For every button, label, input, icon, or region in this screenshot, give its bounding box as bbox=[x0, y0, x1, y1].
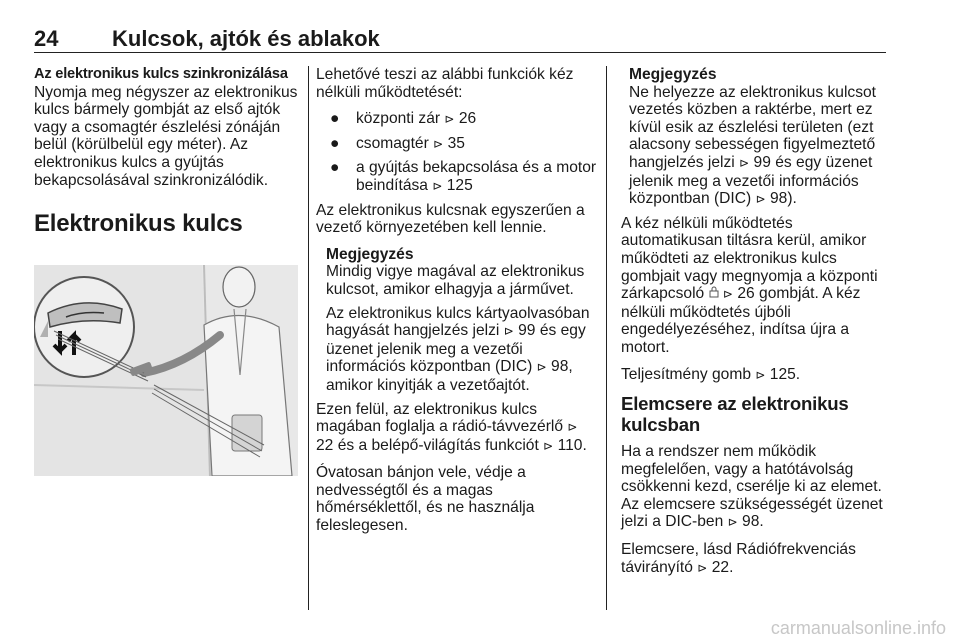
bullet: ● bbox=[330, 159, 340, 177]
reference-arrow-icon: ⊳ bbox=[755, 367, 766, 382]
reference-arrow-icon: ⊳ bbox=[727, 515, 738, 530]
function-list bbox=[316, 110, 598, 195]
page-number: 24 bbox=[34, 26, 59, 51]
note-title: Megjegyzés bbox=[629, 66, 717, 83]
bullet: ● bbox=[330, 110, 340, 128]
battery-heading: Elemcsere az elektronikus kulcsban bbox=[621, 393, 849, 436]
page-reference[interactable]: 22 bbox=[711, 558, 730, 576]
column-1 bbox=[34, 66, 300, 239]
environment-paragraph: Az elektronikus kulcsnak egyszerűen a vezető környezetében kell lennie. bbox=[316, 201, 585, 237]
note-box bbox=[621, 66, 891, 209]
page-reference[interactable]: 22 bbox=[316, 436, 334, 454]
sync-paragraph: Nyomja meg négyszer az elektronikus kulcs bármely gombját az első ajtók vagy a csomagtér észlelési zónáján belül (körülbelül egy méter). Az elektronikus kulcs a gyújtás bekapcsolásával szinkronizálódik. bbox=[34, 83, 298, 189]
electronic-key-illustration bbox=[34, 265, 298, 476]
reference-arrow-icon: ⊳ bbox=[697, 560, 708, 575]
reference-arrow-icon: ⊳ bbox=[567, 420, 578, 435]
page-reference[interactable]: 125 bbox=[446, 176, 473, 194]
remote-paragraph: Ezen felül, az elektronikus kulcs magában foglalja a rádió-távvezérlő ⊳ 22 és a belépő-világítás funkciót ⊳ 110. bbox=[316, 400, 587, 454]
reference-arrow-icon: ⊳ bbox=[433, 136, 444, 151]
page-reference[interactable]: 98 bbox=[769, 190, 788, 208]
note-title: Megjegyzés bbox=[326, 245, 414, 263]
column-2 bbox=[316, 66, 598, 544]
reference-arrow-icon: ⊳ bbox=[432, 178, 443, 193]
lock-icon bbox=[709, 285, 723, 302]
note-box bbox=[316, 246, 598, 395]
page-reference[interactable]: 125 bbox=[769, 365, 796, 383]
page-reference[interactable]: 98 bbox=[551, 358, 569, 376]
page-reference[interactable]: 98 bbox=[742, 513, 760, 531]
note-paragraph: Mindig vigye magával az elektronikus kulcsot, amikor elhagyja a járművet. bbox=[326, 263, 585, 298]
sync-subheading: Az elektronikus kulcs szinkronizálása bbox=[34, 66, 288, 82]
page-reference[interactable]: 99 bbox=[518, 322, 536, 340]
bullet: ● bbox=[330, 134, 340, 152]
battery-paragraph: Ha a rendszer nem működik megfelelően, vagy a hatótávolság csökkenni kezd, cserélje ki az elemet. Az elemcsere szükségességét üzenet jelzi a DIC-ben ⊳ 98. bbox=[621, 443, 883, 531]
note-paragraph: Az elektronikus kulcs kártyaolvasóban hagyását hangjelzés jelzi ⊳ 99 és egy üzenet jelenik meg a vezetői információs központban (DIC) ⊳ 98, amikor kinyitják a vezetőajtót. bbox=[326, 304, 590, 394]
care-paragraph: Óvatosan bánjon vele, védje a nedvességtől és a magas hőmérséklettől, és ne használja feleslegesen. bbox=[316, 464, 535, 535]
list-item: ● a gyújtás bekapcsolása és a motor beindítása ⊳ 125 bbox=[330, 159, 597, 194]
watermark-link: carmanualsonline.info bbox=[770, 618, 946, 638]
note-paragraph: Ne helyezze az elektronikus kulcsot vezetés közben a raktérbe, mert ez kívül esik az észlelési területen (ezt alacsony sebességen figyelmeztető hangjelzés jelzi ⊳ 99 és egy üzenet jelenik meg a vezetői információs központban (DIC) ⊳ 98). bbox=[629, 83, 877, 208]
power-button-paragraph: Teljesítmény gomb ⊳ 125. bbox=[621, 365, 801, 383]
page-reference[interactable]: 35 bbox=[447, 134, 465, 152]
page-reference[interactable]: 110 bbox=[557, 436, 583, 454]
reference-arrow-icon: ⊳ bbox=[722, 287, 733, 302]
list-item: ● csomagtér ⊳ 35 bbox=[330, 134, 465, 152]
electronic-key-heading: Elektronikus kulcs bbox=[34, 210, 243, 238]
radio-remote-paragraph: Elemcsere, lásd Rádiófrekvenciás távirányító ⊳ 22. bbox=[621, 541, 856, 576]
column-divider-1 bbox=[308, 66, 309, 610]
column-divider-2 bbox=[606, 66, 607, 610]
page-header bbox=[34, 26, 886, 53]
page-reference[interactable]: 99 bbox=[753, 153, 771, 171]
reference-arrow-icon: ⊳ bbox=[503, 324, 514, 339]
page-reference[interactable]: 26 bbox=[458, 110, 477, 128]
reference-arrow-icon: ⊳ bbox=[739, 155, 750, 170]
key-door-illustration bbox=[34, 265, 298, 476]
reference-arrow-icon: ⊳ bbox=[755, 192, 766, 207]
page-title: Kulcsok, ajtók és ablakok bbox=[112, 26, 380, 51]
reference-arrow-icon: ⊳ bbox=[543, 438, 554, 453]
handsfree-paragraph: A kéz nélküli működtetés automatikusan tiltásra kerül, amikor működteti az elektronikus kulcs gombjait vagy megnyomja a központi zárkapcsoló ⊳ 26 gombját. A kéz nélküli működtetés újbóli engedélyezéséhez, indítsa újra a motort. bbox=[621, 214, 878, 356]
page-reference[interactable]: 26 bbox=[737, 285, 755, 303]
list-item: ● központi zár ⊳ 26 bbox=[330, 110, 477, 128]
reference-arrow-icon: ⊳ bbox=[536, 360, 547, 375]
intro-paragraph: Lehetővé teszi az alábbi funkciók kéz nélküli működtetését: bbox=[316, 66, 574, 101]
column-3 bbox=[621, 66, 891, 586]
reference-arrow-icon: ⊳ bbox=[444, 112, 455, 127]
